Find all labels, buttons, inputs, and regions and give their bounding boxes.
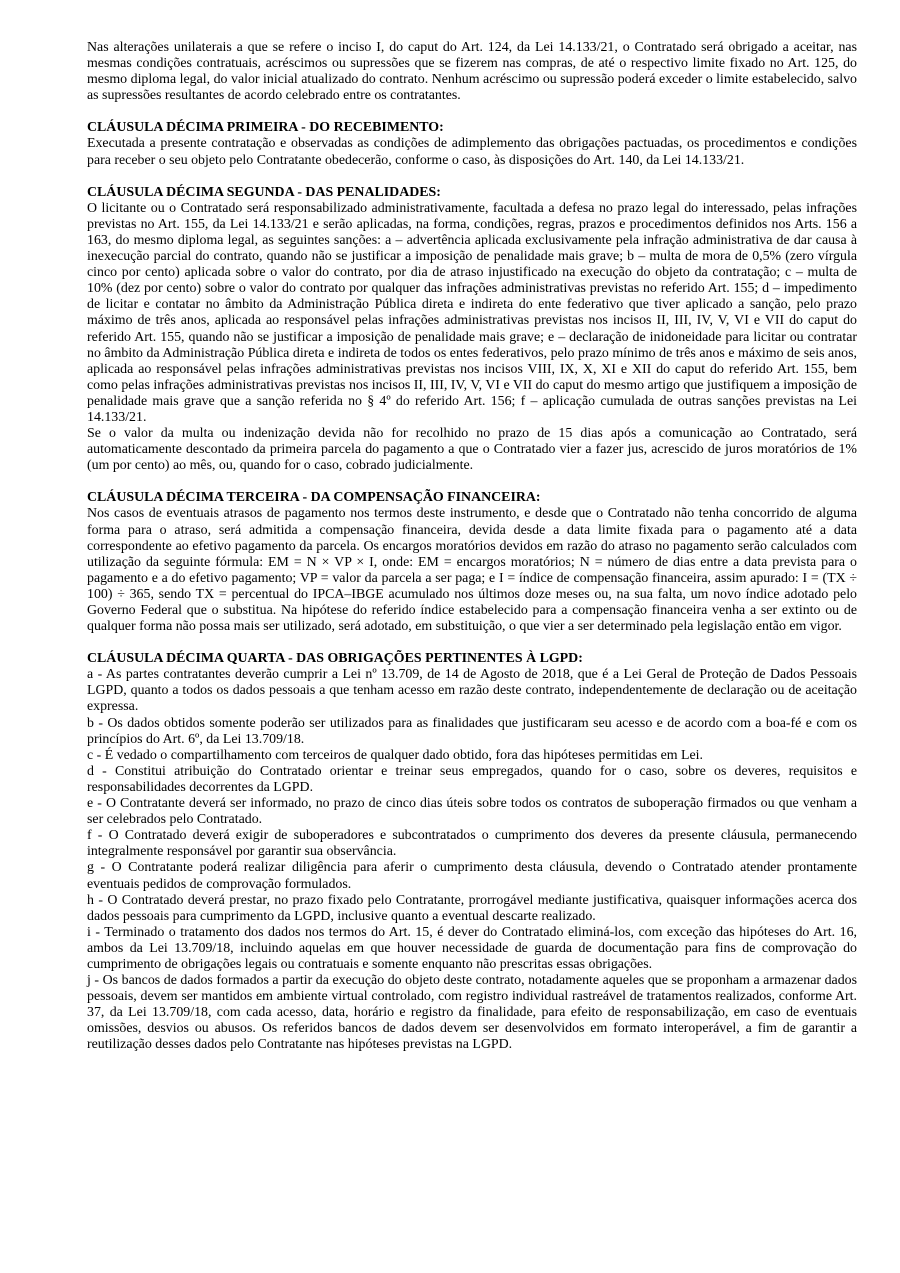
clause-14-item-d: d - Constitui atribuição do Contratado orientar e treinar seus empregados, quando for o caso, sobre os deveres, requisitos e responsabilidades decorrentes da LGPD. xyxy=(87,763,857,795)
clause-14-item-e: e - O Contratante deverá ser informado, no prazo de cinco dias úteis sobre todos os contratos de suboperação firmados ou que venham a ser celebrados pelo Contratado. xyxy=(87,796,857,828)
spacer xyxy=(87,635,857,651)
clause-11-text: Executada a presente contratação e observadas as condições de adimplemento das obrigações pactuadas, os procedimentos e condições para receber o seu objeto pelo Contratante obedecerão, conforme o caso, às disposições do Art. 140, da Lei 14.133/21. xyxy=(87,136,857,168)
clause-14-item-c: c - É vedado o compartilhamento com terceiros de qualquer dado obtido, fora das hipóteses permitidas em Lei. xyxy=(87,747,704,763)
clause-13-text: Nos casos de eventuais atrasos de pagamento nos termos deste instrumento, e desde que o Contratado não tenha concorrido de alguma forma para o atraso, será admitida a compensação financeira, devida desde a data limite fixada para o pagamento até a data correspondente ao efetivo pagamento da parcela. Os encargos moratórios devidos em razão do atraso no pagamento serão calculados com utilização da seguinte fórmula: EM = N × VP × I, onde: EM = encargos moratórios; N = número de dias entre a data prevista para o pagamento e a do efetivo pagamento; VP = valor da parcela a ser paga; e I = índice de compensação financeira, assim apurado: I = (TX ÷ 100) ÷ 365, sendo TX = percentual do IPCA–IBGE acumulado nos últimos doze meses ou, na sua falta, um novo índice adotado pelo Governo Federal que o substitua. Na hipótese do referido índice estabelecido para a compensação financeira venha a ser extinto ou de qualquer forma não possa mais ser utilizado, será adotado, em substituição, o que vier a ser determinado pela legislação então em vigor. xyxy=(87,506,857,635)
clause-14-item-b: b - Os dados obtidos somente poderão ser utilizados para as finalidades que justificaram seu acesso e de acordo com a boa-fé e com os princípios do Art. 6º, da Lei 13.709/18. xyxy=(87,715,857,747)
clause-11-title: CLÁUSULA DÉCIMA PRIMEIRA - DO RECEBIMENTO: xyxy=(87,120,444,136)
clause-12-paragraph-2: Se o valor da multa ou indenização devida não for recolhido no prazo de 15 dias após a comunicação ao Contratado, será automaticamente descontado da primeira parcela do pagamento a que o Contratado vier a fazer jus, acrescido de juros moratórios de 1% (um por cento) ao mês, ou, quando for o caso, cobrado judicialmente. xyxy=(87,426,857,474)
clause-13-title: CLÁUSULA DÉCIMA TERCEIRA - DA COMPENSAÇÃO FINANCEIRA: xyxy=(87,490,541,506)
clause-14-item-g: g - O Contratante poderá realizar diligência para aferir o cumprimento desta cláusula, devendo o Contratado atender prontamente eventuais pedidos de comprovação formulados. xyxy=(87,860,857,892)
clause-12-paragraph-1: O licitante ou o Contratado será responsabilizado administrativamente, facultada a defesa no prazo legal do interessado, pelas infrações previstas no Art. 155, da Lei 14.133/21 e serão aplicadas, na forma, condições, regras, prazos e procedimentos definidos nos Arts. 156 a 163, do mesmo diploma legal, as seguintes sanções: a – advertência aplicada exclusivamente pela infração administrativa de dar causa à inexecução parcial do contrato, quando não se justificar a imposição de penalidade mais grave; b – multa de mora de 0,5% (zero vírgula cinco por cento) aplicada sobre o valor do contrato, por dia de atraso injustificado na execução do objeto da contratação; c – multa de 10% (dez por cento) sobre o valor do contrato por qualquer das infrações administrativas previstas no referido Art. 155; d – impedimento de licitar e contatar no âmbito da Administração Pública direta e indireta do ente federativo que tiver aplicado a sanção, pelo prazo máximo de três anos, aplicada ao responsável pelas infrações administrativas previstas nos incisos II, III, IV, V, VI e VII do caput do referido Art. 155, quando não se justificar a imposição de penalidade mais grave; e – declaração de inidoneidade para licitar ou contratar no âmbito da Administração Pública direta e indireta de todos os entes federativos, pelo prazo mínimo de três anos e máximo de seis anos, aplicada ao responsável pelas infrações administrativas previstas nos incisos VIII, IX, X, XI e XII do caput do referido Art. 155, bem como pelas infrações administrativas previstas nos incisos II, III, IV, V, VI e VII do caput do mesmo artigo que justifiquem a imposição de penalidade mais grave que a sanção referida no § 4º do referido Art. 156; f – aplicação cumulada de outras sanções previstas na Lei 14.133/21. xyxy=(87,200,857,425)
spacer xyxy=(87,169,857,185)
clause-14-item-j: j - Os bancos de dados formados a partir da execução do objeto deste contrato, notadamente aqueles que se proponham a armazenar dados pessoais, devem ser mantidos em ambiente virtual controlado, com registro individual rastreável de tratamentos realizados, conforme Art. 37, da Lei 13.709/18, com cada acesso, data, horário e registro da finalidade, para efeito de responsabilização, em caso de eventuais omissões, desvios ou abusos. Os referidos bancos de dados devem ser desenvolvidos em formato interoperável, a fim de garantir a reutilização desses dados pelo Contratante nas hipóteses previstas na LGPD. xyxy=(87,973,857,1053)
spacer xyxy=(87,104,857,120)
intro-paragraph: Nas alterações unilaterais a que se refere o inciso I, do caput do Art. 124, da Lei 14.133/21, o Contratado será obrigado a aceitar, nas mesmas condições contratuais, acréscimos ou supressões que se fizerem nas compras, de até o respectivo limite fixado no Art. 125, do mesmo diploma legal, do valor inicial atualizado do contrato. Nenhum acréscimo ou supressão poderá exceder o limite estabelecido, salvo as supressões resultantes de acordo celebrado entre os contratantes. xyxy=(87,40,857,104)
clause-12-title: CLÁUSULA DÉCIMA SEGUNDA - DAS PENALIDADES: xyxy=(87,184,441,200)
clause-14-item-a: a - As partes contratantes deverão cumprir a Lei nº 13.709, de 14 de Agosto de 2018, que é a Lei Geral de Proteção de Dados Pessoais LGPD, quanto a todos os dados pessoais a que tenham acesso em razão deste contrato, independentemente de declaração ou de aceitação expressa. xyxy=(87,667,857,715)
document-page xyxy=(87,40,857,1054)
clause-14-item-h: h - O Contratado deverá prestar, no prazo fixado pelo Contratante, prorrogável mediante justificativa, quaisquer informações acerca dos dados pessoais para cumprimento da LGPD, inclusive quanto a eventual descarte realizado. xyxy=(87,892,857,924)
clause-14-item-f: f - O Contratado deverá exigir de suboperadores e subcontratados o cumprimento dos deveres da presente cláusula, permanecendo integralmente responsável por garantir sua observância. xyxy=(87,828,857,860)
clause-14-title: CLÁUSULA DÉCIMA QUARTA - DAS OBRIGAÇÕES PERTINENTES À LGPD: xyxy=(87,651,583,667)
spacer xyxy=(87,474,857,490)
clause-14-item-i: i - Terminado o tratamento dos dados nos termos do Art. 15, é dever do Contratado eliminá-los, com exceção das hipóteses do Art. 16, ambos da Lei 13.709/18, incluindo aquelas em que houver necessidade de guarda de documentação para fins de comprovação do cumprimento de obrigações legais ou contratuais e somente enquanto não prescritas essas obrigações. xyxy=(87,924,857,972)
